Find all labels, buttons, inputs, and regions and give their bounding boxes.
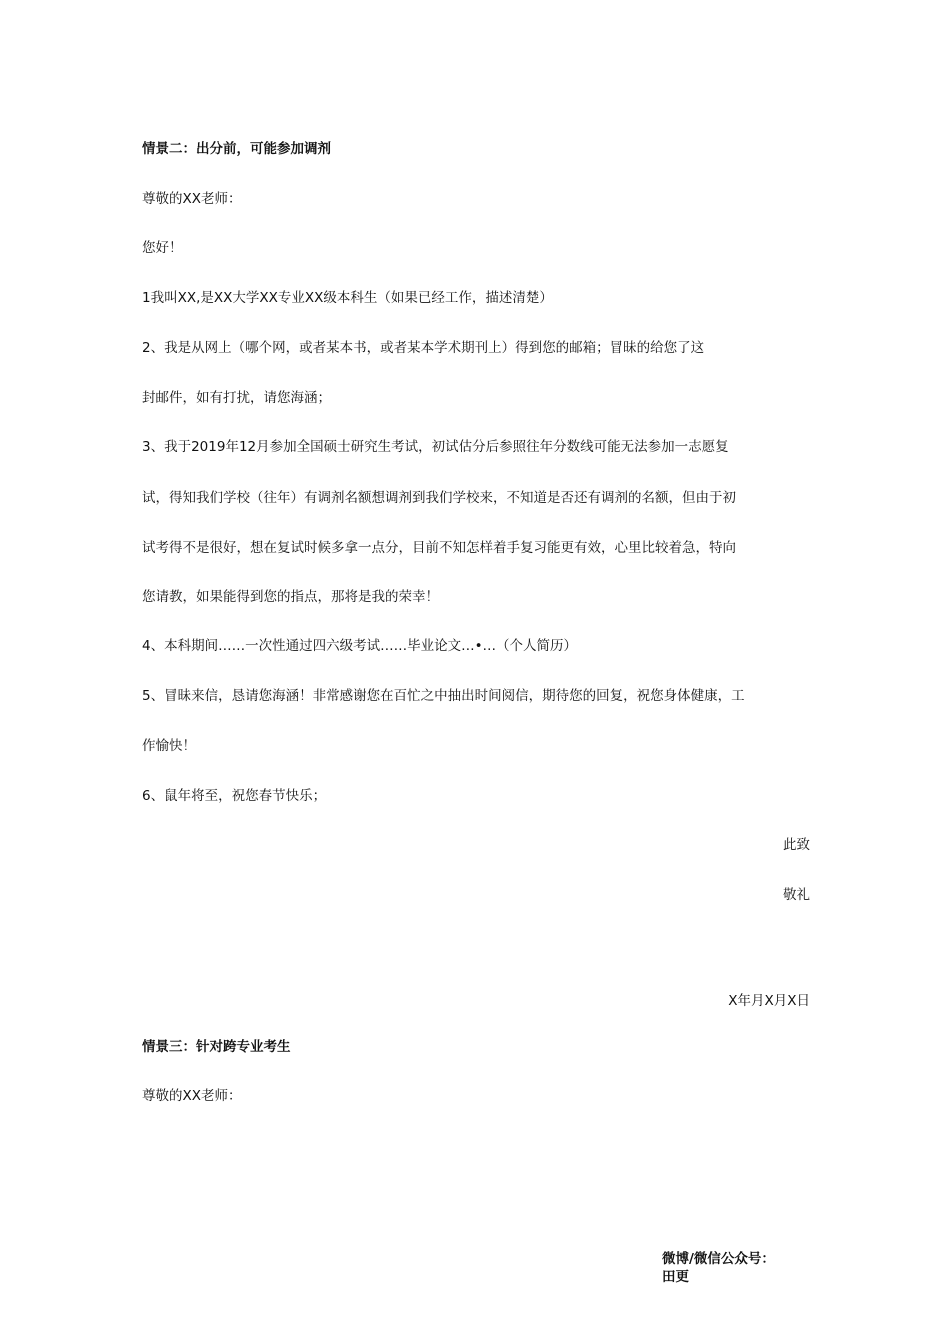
- scene3-heading: 情景三：针对跨专业考生: [142, 1039, 291, 1055]
- paragraph-4: 4、本科期间……一次性通过四六级考试……毕业论文…•…（个人简历）: [142, 638, 578, 654]
- paragraph-2-line-1: 2、我是从网上（哪个网，或者某本书，或者某本学术期刊上）得到您的邮箱；冒昧的给您了这: [142, 340, 705, 356]
- closing-line-2: 敬礼: [783, 887, 810, 903]
- footer-line-2: 田更: [662, 1269, 689, 1285]
- paragraph-1: 1我叫XX,是XX大学XX专业XX级本科生（如果已经工作，描述清楚）: [142, 290, 553, 306]
- paragraph-5-line-1: 5、冒昧来信，恳请您海涵！非常感谢您在百忙之中抽出时间阅信，期待您的回复，祝您身体健康，工: [142, 688, 745, 704]
- paragraph-3-line-1: 3、我于2019年12月参加全国硕士研究生考试，初试估分后参照往年分数线可能无法参加一志愿复: [142, 439, 729, 455]
- paragraph-5-line-2: 作愉快！: [142, 738, 196, 754]
- footer-credit: [662, 1250, 775, 1286]
- scene2-greeting: 您好！: [142, 240, 183, 256]
- paragraph-6: 6、鼠年将至，祝您春节快乐；: [142, 788, 327, 804]
- footer-line-1: 微博/微信公众号：: [662, 1251, 775, 1267]
- letter-date: X年月X月X日: [728, 993, 810, 1009]
- scene3-salutation: 尊敬的XX老师：: [142, 1088, 242, 1104]
- scene2-salutation: 尊敬的XX老师：: [142, 191, 242, 207]
- paragraph-2-line-2: 封邮件，如有打扰，请您海涵；: [142, 390, 331, 406]
- paragraph-3-line-3: 试考得不是很好，想在复试时候多拿一点分，目前不知怎样着手复习能更有效，心里比较着急，特向: [142, 540, 736, 556]
- scene2-heading: 情景二：出分前，可能参加调剂: [142, 141, 331, 157]
- paragraph-3-line-4: 您请教，如果能得到您的指点，那将是我的荣幸！: [142, 589, 439, 605]
- paragraph-3-line-2: 试，得知我们学校（往年）有调剂名额想调剂到我们学校来，不知道是否还有调剂的名额，但由于初: [142, 490, 736, 506]
- closing-line-1: 此致: [783, 837, 810, 853]
